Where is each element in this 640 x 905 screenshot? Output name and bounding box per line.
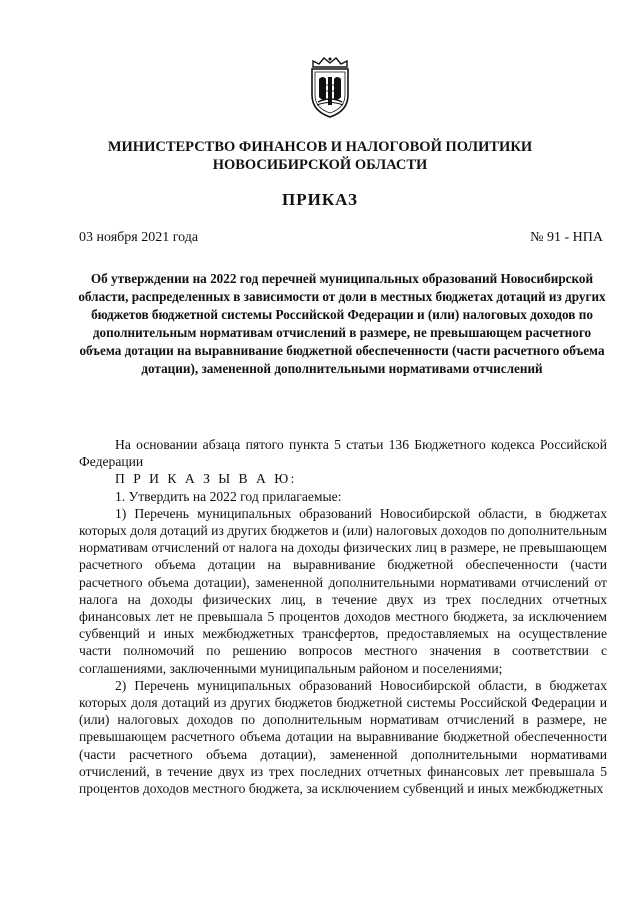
ministry-name-line1: МИНИСТЕРСТВО ФИНАНСОВ И НАЛОГОВОЙ ПОЛИТИКИ	[107, 139, 533, 155]
order-date: 03 ноября 2021 года	[79, 230, 199, 245]
ministry-name-line2: НОВОСИБИРСКОЙ ОБЛАСТИ	[212, 157, 428, 173]
coat-of-arms-icon	[305, 55, 355, 119]
item-1: 1. Утвердить на 2022 год прилагаемые:	[115, 488, 342, 504]
order-title: ПРИКАЗ	[282, 190, 358, 209]
basis-paragraph: На основании абзаца пятого пункта 5 статьи 136 Бюджетного кодекса Российской Федерации	[79, 437, 607, 470]
order-number: № 91 - НПА	[530, 230, 603, 245]
ministry-name	[0, 138, 640, 174]
prikazyvayu-heading: П Р И К А З Ы В А Ю:	[115, 471, 297, 487]
order-subject: Об утверждении на 2022 год перечней муниципальных образований Новосибирской области, распределенных в зависимости от доли в местных бюджетах дотаций из других бюджетов бюджетной системы Российской Федерации и (или) налоговых доходов по дополнительным нормативам отчислений в размере, не превышающем расчетного объема дотации на выравнивание бюджетной обеспеченности (части расчетного объема дотации), замененной дополнительными нормативами отчислений	[78, 271, 606, 376]
order-body	[79, 436, 607, 797]
item-1-1: 1) Перечень муниципальных образований Новосибирской области, в бюджетах которых доля дотаций из других бюджетов и (или) налоговых доходов по дополнительным нормативам отчислений от налога на доходы физических лиц в размере, не превышающем расчетного объема дотации на выравнивание бюджетной обеспеченности (части расчетного объема дотации), замененной дополнительными нормативами отчислений от налога на доходы физических лиц, в течение двух из трех последних отчетных финансовых лет не превышала 5 процентов доходов местного бюджета, за исключением субвенций и иных межбюджетных трансфертов, предоставляемых на осуществление части полномочий по решению вопросов местного значения в соответствии с соглашениями, заключенными муниципальным районом и поселениями;	[79, 505, 607, 676]
item-1-2: 2) Перечень муниципальных образований Новосибирской области, в бюджетах которых доля дотаций из других бюджетов бюджетной системы Российской Федерации и (или) налоговых доходов по дополнительным нормативам отчислений в размере, не превышающем расчетного объема дотации на выравнивание бюджетной обеспеченности (части расчетного объема дотации), замененной дополнительными нормативами отчислений, в течение двух из трех последних отчетных финансовых лет превышала 5 процентов доходов местного бюджета, за исключением субвенций и иных межбюджетных	[79, 677, 607, 797]
